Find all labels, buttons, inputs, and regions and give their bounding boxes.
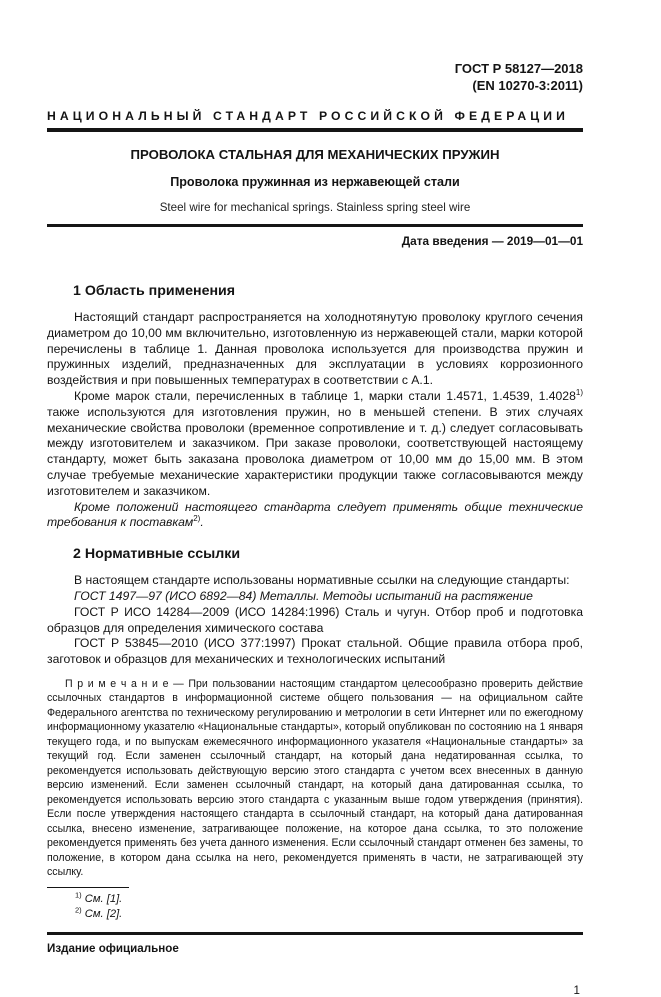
footnote-1-text: См. [1]. [84, 892, 123, 905]
paragraph-2-text-before: Кроме марок стали, перечисленных в таблице 1, марки стали 1.4571, 1.4539, 1.4028 [74, 388, 576, 403]
header-rule [47, 128, 583, 132]
footnote-ref-2: 2) [193, 514, 201, 524]
footer-rule [47, 932, 583, 935]
normative-references-intro: В настоящем стандарте использованы нормативные ссылки на следующие стандарты: [74, 573, 570, 588]
paragraph-3-text-before: Кроме положений настоящего стандарта следует применять общие технические требования к поставкам [47, 499, 583, 530]
footnote-2 [47, 907, 583, 923]
footnote-2-text: См. [2]. [84, 908, 123, 921]
page-number: 1 [573, 983, 580, 997]
paragraph-3-text-after: . [200, 515, 204, 530]
footnote-1 [47, 892, 583, 908]
footnote-separator [47, 887, 129, 888]
standard-code [47, 60, 583, 94]
document-title-en: Steel wire for mechanical springs. Stainless spring steel wire [159, 201, 471, 214]
note-block: П р и м е ч а н и е — При пользовании настоящим стандартом целесообразно проверить действие ссылочных стандартов в информационной системе общего пользования — на официальном сайте Федерального агентства по техническому регулированию и метрологии в сети Интернет или по ежегодному информационному указателю «Национальные стандарты», который опубликован по состоянию на 1 января текущего года, и по выпускам ежемесячного информационного указателя «Национальные стандарты» за текущий год. Если заменен ссылочный стандарт, на который дана недатированная ссылка, то рекомендуется использовать действующую версию этого стандарта с учетом всех внесенных в данную версию изменений. Если заменен ссылочный стандарт, на который дана датированная ссылка, то рекомендуется использовать версию этого стандарта с указанным выше годом утверждения (принятия). Если после утверждения настоящего стандарта в ссылочный стандарт, на который дана датированная ссылка, внесено изменение, затрагивающее положение, на которое дана ссылка, то это положение рекомендуется применять без учета данного изменения. Если ссылочный стандарт отменен без замены, то положение, в котором дана ссылка на него, рекомендуется применять в части, не затрагивающей эту ссылку. [47, 677, 583, 879]
footnote-2-marker: 2) [75, 905, 82, 915]
section-1-paragraph-2 [47, 389, 583, 500]
effective-date: Дата введения — 2019—01—01 [401, 234, 583, 248]
section-1-heading: 1 Область применения [73, 283, 236, 299]
section-2-heading: 2 Нормативные ссылки [73, 546, 241, 563]
document-title-ru: ПРОВОЛОКА СТАЛЬНАЯ ДЛЯ МЕХАНИЧЕСКИХ ПРУЖИН [130, 147, 500, 162]
document-subtitle-ru: Проволока пружинная из нержавеющей стали [170, 175, 460, 189]
section-1-paragraph-3 [47, 500, 583, 532]
footnote-1-marker: 1) [75, 890, 82, 900]
standard-code-line2: (EN 10270-3:2011) [472, 78, 583, 93]
footnotes-block [47, 887, 583, 923]
federation-title: НАЦИОНАЛЬНЫЙ СТАНДАРТ РОССИЙСКОЙ ФЕДЕРАЦИИ [47, 109, 570, 123]
footnote-ref-1: 1) [575, 387, 583, 397]
reference-gost-r-iso-14284: ГОСТ Р ИСО 14284—2009 (ИСО 14284:1996) Сталь и чугун. Отбор проб и подготовка образцов для определения химического состава [47, 604, 583, 635]
paragraph-2-text-after: также используются для изготовления пружин, но в меньшей степени. В этих случаях механические свойства проволоки (временное сопротивление и т. д.) следует согласовывать между изготовителем и заказчиком. При заказе проволоки, соответствующей настоящему стандарту, может быть заказана проволока диаметром от 10,00 мм до 15,00 мм. В этом случае требуемые механические характеристики продукции также согласовываются между изготовителем и заказчиком. [47, 404, 583, 498]
reference-gost-1497: ГОСТ 1497—97 (ИСО 6892—84) Металлы. Методы испытаний на растяжение [74, 588, 533, 603]
reference-gost-r-53845: ГОСТ Р 53845—2010 (ИСО 377:1997) Прокат стальной. Общие правила отбора проб, заготовок и образцов для механических и технологических испытаний [47, 636, 583, 667]
section-1-paragraph-1: Настоящий стандарт распространяется на холоднотянутую проволоку круглого сечения диаметром до 10,00 мм включительно, изготовленную из нержавеющей стали, марки которой перечислены в таблице 1. Данная проволока используется для производства пружин и пружинных изделий, предназначенных для эксплуатации в условиях коррозионного воздействия и при повышенных температурах в соответствии с А.1. [47, 310, 583, 388]
standard-code-line1: ГОСТ Р 58127—2018 [454, 61, 583, 76]
title-rule [47, 224, 583, 227]
official-edition-label: Издание официальное [47, 941, 179, 955]
